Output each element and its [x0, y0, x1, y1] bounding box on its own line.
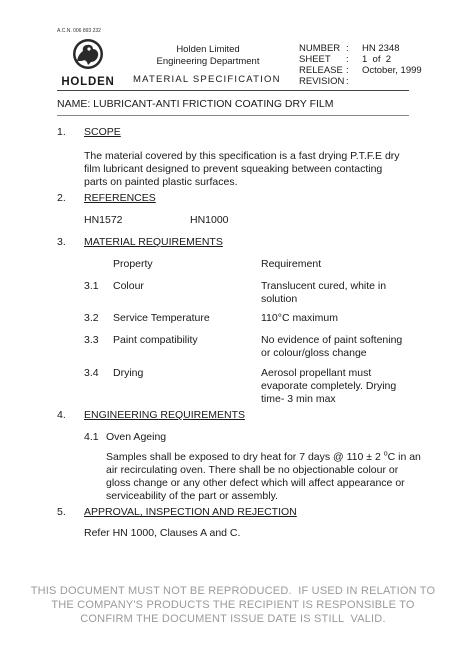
footer-disclaimer-line: THIS DOCUMENT MUST NOT BE REPRODUCED. IF USED IN RELATION TO	[30, 585, 436, 597]
section-5-number: 5.	[57, 506, 66, 518]
meta-number-sep: :	[346, 43, 349, 54]
section-4-title: ENGINEERING REQUIREMENTS	[84, 409, 246, 421]
approval-text: Refer HN 1000, Clauses A and C.	[84, 527, 241, 539]
section-3-number: 3.	[57, 236, 66, 248]
row-requirement: No evidence of paint softening or colour/gloss change	[261, 334, 403, 359]
footer-disclaimer-line: CONFIRM THE DOCUMENT ISSUE DATE IS STILL VALID.	[80, 613, 386, 625]
acn-number: A.C.N. 006 893 232	[57, 28, 101, 34]
meta-number-value: HN 2348	[362, 43, 400, 54]
document-type: MATERIAL SPECIFICATION	[133, 74, 281, 85]
subsection-4-1-number: 4.1	[84, 431, 99, 443]
row-property: Drying	[113, 367, 144, 379]
row-number: 3.3	[84, 334, 99, 346]
row-number: 3.4	[84, 367, 99, 379]
meta-revision-sep: :	[346, 76, 349, 87]
meta-number-label: NUMBER	[299, 43, 341, 54]
section-5-title: APPROVAL, INSPECTION AND REJECTION	[84, 506, 297, 518]
meta-release-value: October, 1999	[362, 65, 422, 76]
footer-disclaimer-line: THE COMPANY'S PRODUCTS THE RECIPIENT IS RESPONSIBLE TO	[51, 599, 415, 611]
holden-lion-logo	[58, 34, 118, 90]
row-requirement: Translucent cured, white in solution	[261, 280, 387, 305]
reference-item: HN1000	[190, 214, 229, 226]
material-name: NAME: LUBRICANT-ANTI FRICTION COATING DRY FILM	[57, 98, 334, 110]
row-requirement: 110°C maximum	[261, 312, 338, 324]
meta-revision-label: REVISION	[299, 76, 345, 87]
subsection-4-1-title: Oven Ageing	[106, 431, 167, 443]
property-column-header: Property	[113, 258, 153, 270]
row-number: 3.2	[84, 312, 99, 324]
row-property: Service Temperature	[113, 312, 210, 324]
section-2-title: REFERENCES	[84, 192, 156, 204]
section-1-number: 1.	[57, 126, 66, 138]
degree-mark: o	[383, 450, 388, 458]
meta-release-label: RELEASE	[299, 65, 343, 76]
department-name: Engineering Department	[156, 56, 260, 67]
requirement-column-header: Requirement	[261, 258, 322, 270]
section-4-number: 4.	[57, 409, 66, 421]
lion-emblem-icon	[73, 39, 103, 69]
scope-text: The material covered by this specification is a fast drying P.T.F.E dry film lubricant designed to prevent squeaking between contacting parts on painted plastic surfaces.	[84, 150, 400, 188]
row-property: Paint compatibility	[113, 334, 198, 346]
meta-release-sep: :	[346, 65, 349, 76]
section-1-title: SCOPE	[84, 126, 121, 138]
header-divider	[57, 90, 409, 91]
section-3-title: MATERIAL REQUIREMENTS	[84, 236, 223, 248]
company-name: Holden Limited	[176, 44, 240, 55]
meta-sheet-value: 1 of 2	[362, 54, 392, 65]
row-number: 3.1	[84, 280, 99, 292]
brand-wordmark: HOLDEN	[61, 76, 115, 88]
oven-ageing-text: Samples shall be exposed to dry heat for 7 days @ 110 ± 2 $^o$C in an air recirculating oven. There shall be no objectionable colour or gloss change or any other defect which will affect appearance or serviceability of the part or assembly.	[106, 450, 421, 502]
meta-sheet-label: SHEET	[299, 54, 331, 65]
name-divider	[57, 115, 409, 116]
meta-sheet-sep: :	[346, 54, 349, 65]
row-requirement: Aerosol propellant must evaporate completely. Drying time- 3 min max	[261, 367, 397, 405]
section-2-number: 2.	[57, 192, 66, 204]
row-property: Colour	[113, 280, 144, 292]
reference-item: HN1572	[84, 214, 123, 226]
